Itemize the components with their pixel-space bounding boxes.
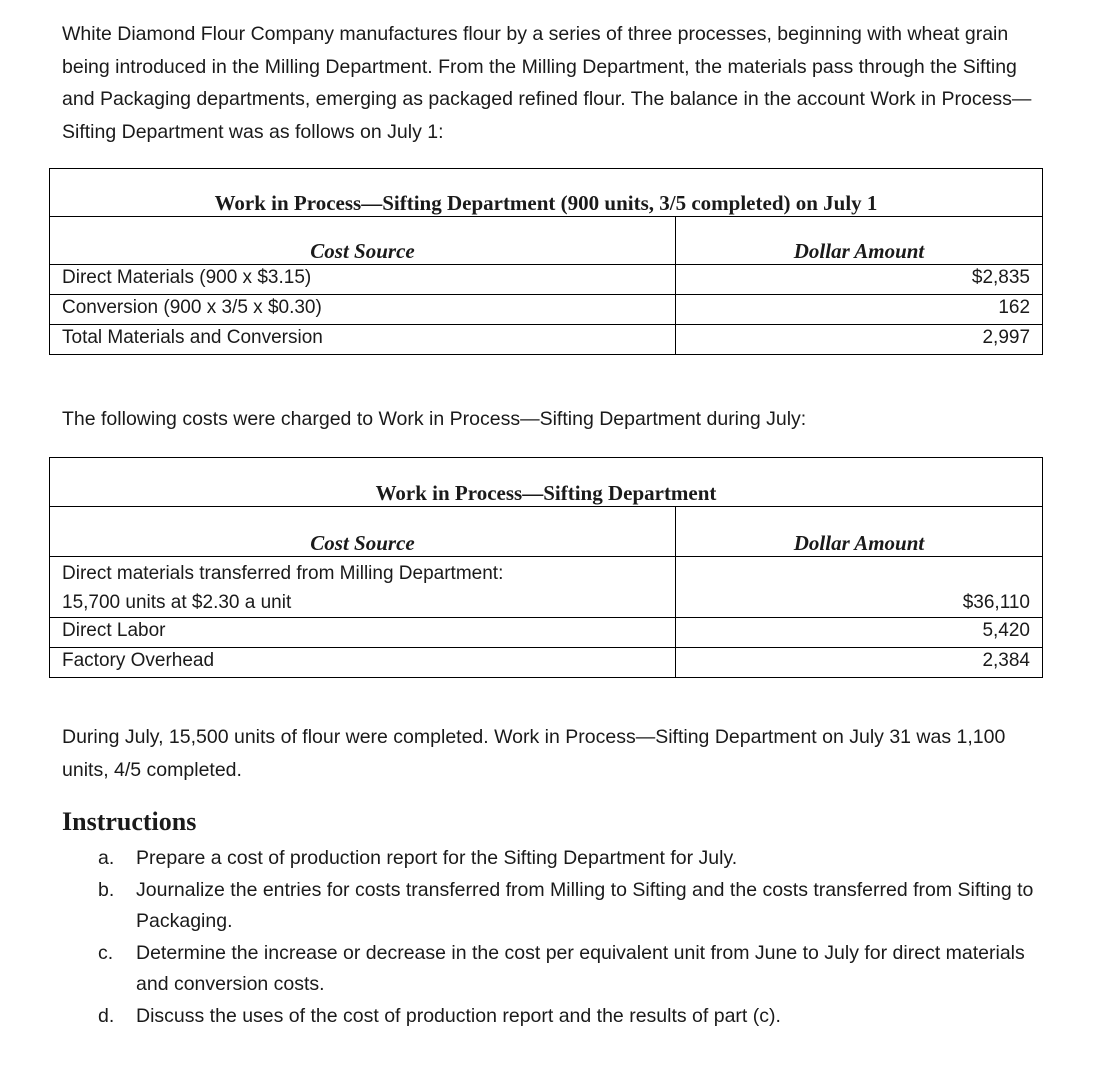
list-item	[98, 938, 1058, 1001]
table-row	[50, 325, 1043, 355]
cost-source-cell: Direct Labor	[50, 618, 676, 648]
table-row	[50, 295, 1043, 325]
intro-paragraph: White Diamond Flour Company manufactures flour by a series of three processes, beginning with wheat grain being introduced in the Milling Department. From the Milling Department, the materials pass through the Sifting and Packaging departments, emerging as packaged refined flour. The balance in the account Work in Process—Sifting Department was as follows on July 1:	[62, 23, 1032, 143]
instruction-text: Discuss the uses of the cost of production report and the results of part (c).	[136, 1004, 781, 1027]
column-header-dollar-amount: Dollar Amount	[676, 217, 1043, 265]
dollar-amount-cell: $2,835	[676, 265, 1043, 295]
summary-paragraph: During July, 15,500 units of flour were completed. Work in Process—Sifting Department on July 31 was 1,100 units, 4/5 completed.	[62, 726, 1006, 781]
instruction-text: Determine the increase or decrease in the cost per equivalent unit from June to July for direct materials and conversion costs.	[136, 941, 1025, 995]
list-item	[98, 875, 1058, 938]
dollar-amount-cell: $36,110	[676, 557, 1043, 618]
table-row	[50, 618, 1043, 648]
table-caption: Work in Process—Sifting Department	[50, 458, 1043, 507]
dollar-amount-cell: 162	[676, 295, 1043, 325]
cost-source-cell: Conversion (900 x 3/5 x $0.30)	[50, 295, 676, 325]
list-marker: c.	[98, 941, 114, 964]
list-item	[98, 1001, 1058, 1033]
dollar-amount-cell: 2,384	[676, 648, 1043, 678]
list-item	[98, 843, 1058, 875]
charges-intro-paragraph: The following costs were charged to Work in Process—Sifting Department during July:	[62, 408, 807, 430]
list-marker: b.	[98, 878, 115, 901]
july-charges-table	[49, 457, 1043, 678]
list-marker: d.	[98, 1004, 115, 1027]
table-row	[50, 648, 1043, 678]
instruction-text: Prepare a cost of production report for the Sifting Department for July.	[136, 847, 738, 869]
instructions-list	[98, 843, 1058, 1032]
instructions-heading: Instructions	[62, 807, 197, 836]
column-header-cost-source: Cost Source	[50, 217, 676, 265]
cost-source-cell: Total Materials and Conversion	[50, 325, 676, 355]
instruction-text: Journalize the entries for costs transferred from Milling to Sifting and the costs transferred from Sifting to Packaging.	[136, 878, 1034, 932]
cost-source-cell: Factory Overhead	[50, 648, 676, 678]
table-caption: Work in Process—Sifting Department (900 units, 3/5 completed) on July 1	[50, 169, 1043, 217]
july1-balance-table	[49, 168, 1043, 355]
table-row	[50, 557, 1043, 618]
table-row	[50, 265, 1043, 295]
dollar-amount-cell: 5,420	[676, 618, 1043, 648]
cost-source-cell	[50, 557, 676, 618]
cost-source-line: Direct materials transferred from Milling Department:	[62, 563, 504, 584]
cost-source-cell: Direct Materials (900 x $3.15)	[50, 265, 676, 295]
list-marker: a.	[98, 847, 115, 869]
dollar-amount-cell: 2,997	[676, 325, 1043, 355]
column-header-dollar-amount: Dollar Amount	[676, 507, 1043, 557]
column-header-cost-source: Cost Source	[50, 507, 676, 557]
cost-source-line: 15,700 units at $2.30 a unit	[62, 592, 292, 613]
